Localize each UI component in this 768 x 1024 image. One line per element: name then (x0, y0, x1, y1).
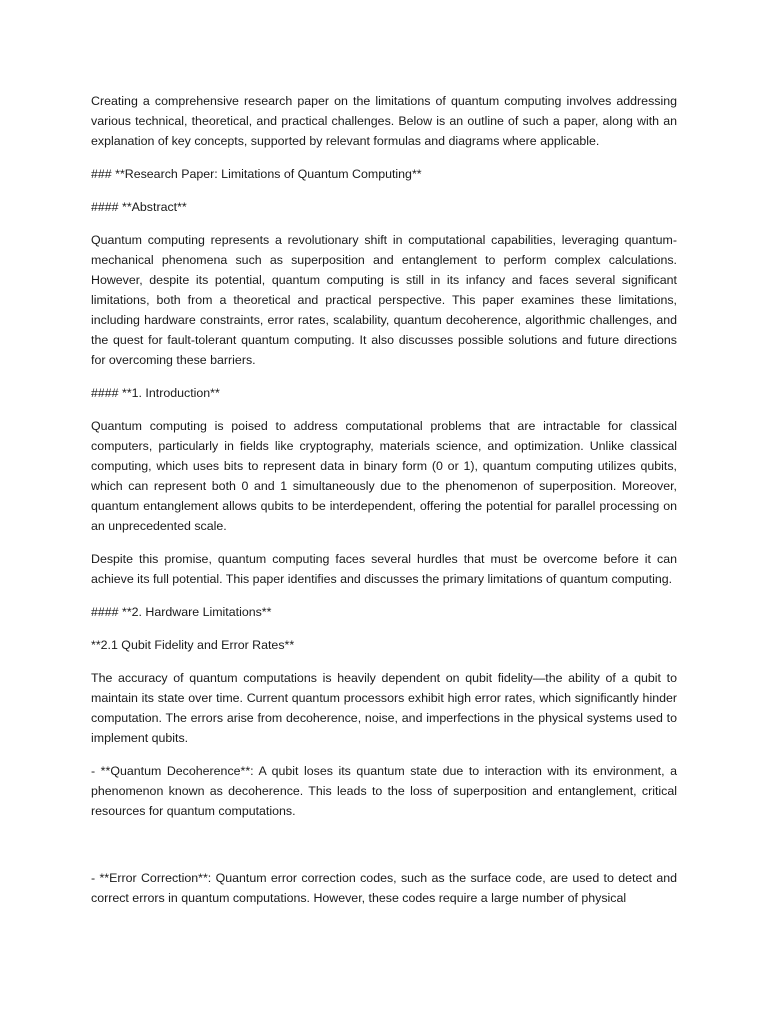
decoherence-bullet: - **Quantum Decoherence**: A qubit loses its quantum state due to interaction with its environment, a phenomenon known as decoherence. This leads to the loss of superposition and entanglement, critical resources for quantum computations. (91, 764, 677, 818)
paper-title: ### **Research Paper: Limitations of Quantum Computing** (91, 167, 422, 181)
abstract-paragraph: Quantum computing represents a revolutionary shift in computational capabilities, leveraging quantum-mechanical phenomena such as superposition and entanglement to perform complex calculations. However, despite its potential, quantum computing is still in its infancy and faces several significant limitations, both from a theoretical and practical perspective. This paper examines these limitations, including hardware constraints, error rates, scalability, quantum decoherence, algorithmic challenges, and the quest for fault-tolerant quantum computing. It also discusses possible solutions and future directions for overcoming these barriers. (91, 233, 677, 367)
abstract-heading: #### **Abstract** (91, 200, 187, 214)
document-body (91, 91, 677, 921)
fidelity-subheading: **2.1 Qubit Fidelity and Error Rates** (91, 638, 295, 652)
fidelity-paragraph: The accuracy of quantum computations is heavily dependent on qubit fidelity—the ability of a qubit to maintain its state over time. Current quantum processors exhibit high error rates, which significantly hinder computation. The errors arise from decoherence, noise, and imperfections in the physical systems used to implement qubits. (91, 671, 677, 745)
introduction-heading: #### **1. Introduction** (91, 386, 220, 400)
intro-paragraph: Creating a comprehensive research paper on the limitations of quantum computing involves addressing various technical, theoretical, and practical challenges. Below is an outline of such a paper, along with an explanation of key concepts, supported by relevant formulas and diagrams where applicable. (91, 94, 677, 148)
introduction-paragraph-2: Despite this promise, quantum computing faces several hurdles that must be overcome before it can achieve its full potential. This paper identifies and discusses the primary limitations of quantum computing. (91, 552, 677, 586)
error-correction-bullet: - **Error Correction**: Quantum error correction codes, such as the surface code, are used to detect and correct errors in quantum computations. However, these codes require a large number of physical (91, 871, 677, 905)
introduction-paragraph-1: Quantum computing is poised to address computational problems that are intractable for classical computers, particularly in fields like cryptography, materials science, and optimization. Unlike classical computing, which uses bits to represent data in binary form (0 or 1), quantum computing utilizes qubits, which can represent both 0 and 1 simultaneously due to the phenomenon of superposition. Moreover, quantum entanglement allows qubits to be interdependent, offering the potential for parallel processing on an unprecedented scale. (91, 419, 677, 533)
hardware-heading: #### **2. Hardware Limitations** (91, 605, 272, 619)
blank-space (91, 834, 677, 868)
